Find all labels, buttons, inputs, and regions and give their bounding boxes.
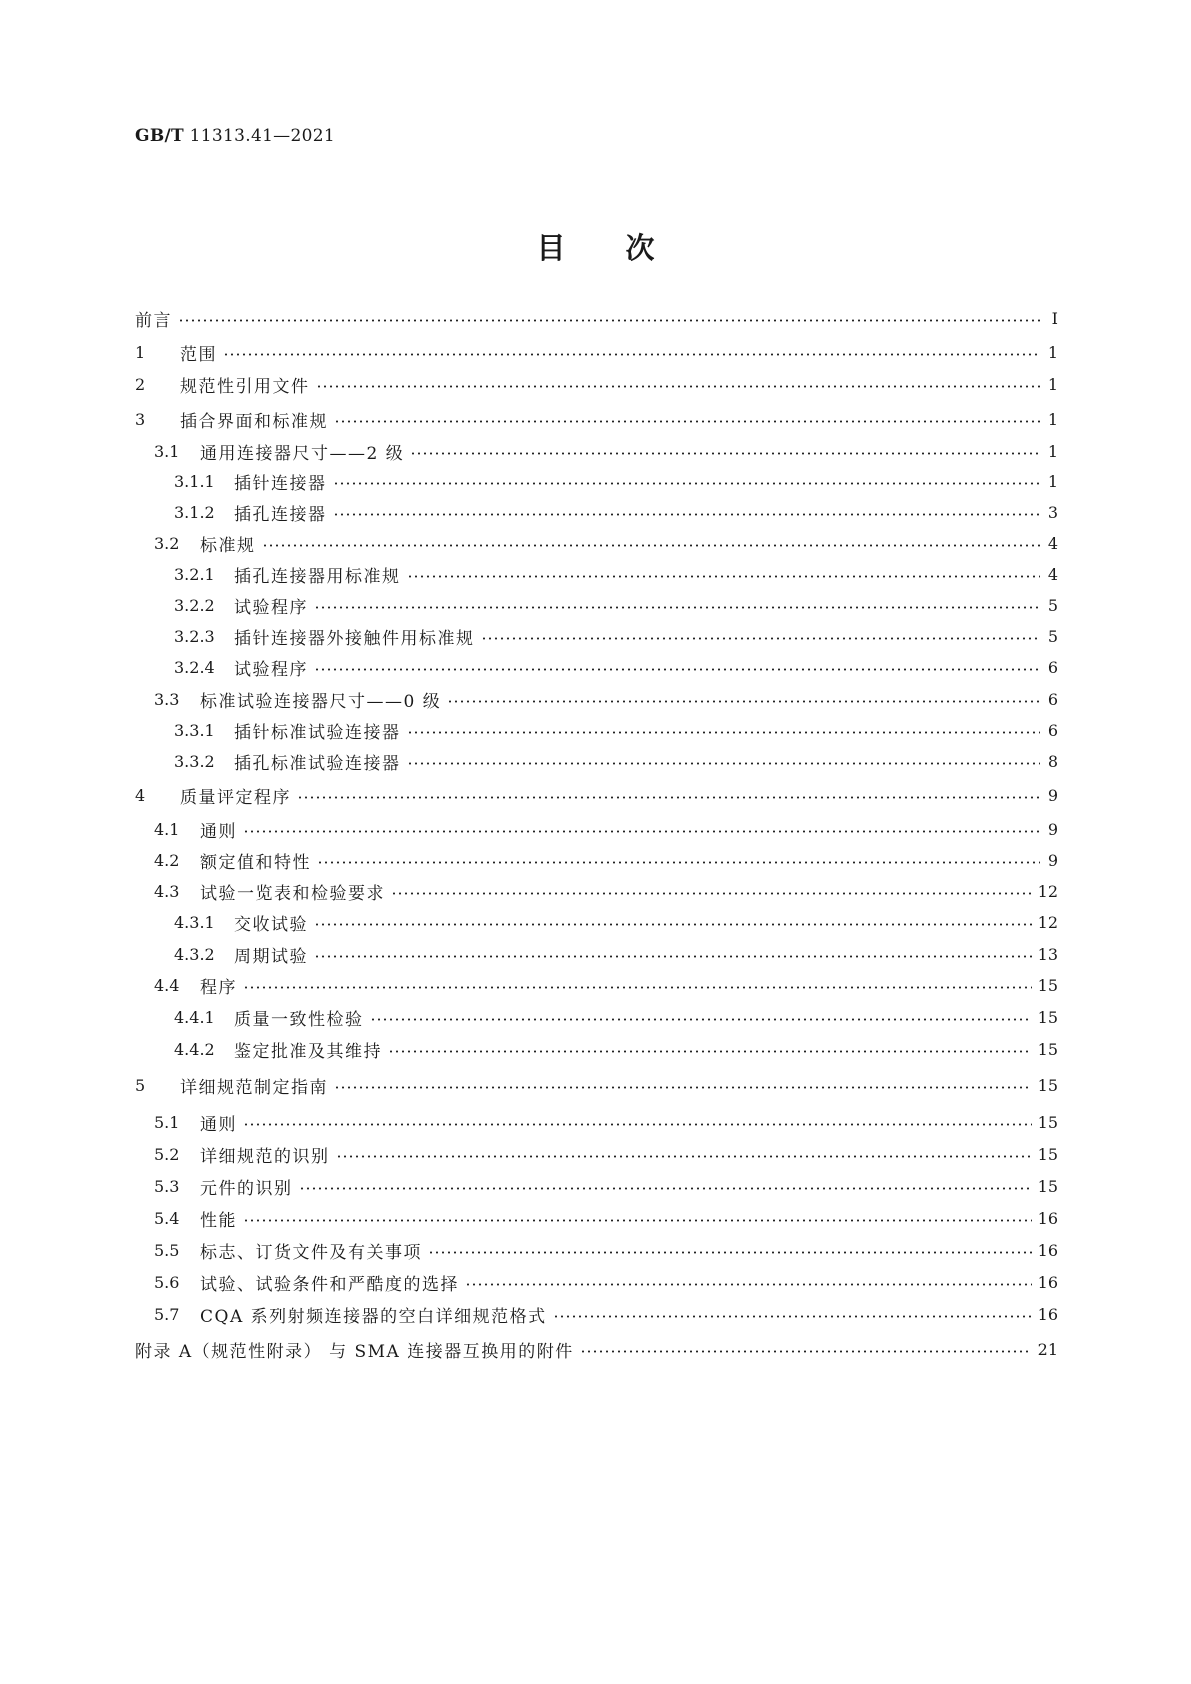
toc-entry-title: 标准规 <box>200 535 256 556</box>
dot-leader <box>334 420 1040 423</box>
toc-entry-page: 15 <box>1037 975 1058 995</box>
dot-leader <box>388 1050 1032 1053</box>
toc-entry[interactable] <box>174 622 1058 650</box>
toc-entry[interactable] <box>135 405 1058 433</box>
toc-entry-title: 通用连接器尺寸——2 级 <box>200 443 405 464</box>
toc-entry-title: 插针连接器 <box>234 473 327 494</box>
toc-entry-page: 9 <box>1047 850 1058 870</box>
toc-entry-number: 1 <box>135 342 146 362</box>
toc-entry-number: 3.2 <box>154 533 180 553</box>
dot-leader <box>553 1315 1032 1318</box>
toc-entry-title: 标准试验连接器尺寸——0 级 <box>200 691 442 712</box>
toc-entry-title: 鉴定批准及其维持 <box>234 1041 382 1062</box>
toc-entry-title: 程序 <box>200 977 237 998</box>
toc-entry-title: 质量评定程序 <box>180 787 291 808</box>
dot-leader <box>407 575 1041 578</box>
toc-entry-title: 试验一览表和检验要求 <box>200 883 385 904</box>
dot-leader <box>334 1086 1032 1089</box>
toc-entry-number: 4.1 <box>154 819 180 839</box>
toc-entry-page: 1 <box>1047 441 1058 461</box>
toc-entry-page: 4 <box>1047 564 1058 584</box>
toc-entry[interactable] <box>154 529 1058 557</box>
toc-entry-title: CQA 系列射频连接器的空白详细规范格式 <box>200 1306 547 1327</box>
toc-entry[interactable] <box>154 846 1058 874</box>
toc-entry[interactable] <box>174 940 1058 968</box>
dot-leader <box>243 1219 1032 1222</box>
dot-leader <box>410 452 1040 455</box>
toc-entry-page: 16 <box>1037 1208 1058 1228</box>
toc-entry-number: 3.1.1 <box>174 471 215 491</box>
toc-entry[interactable] <box>154 971 1058 999</box>
toc-entry-number: 5.5 <box>154 1240 180 1260</box>
toc-entry-page: 15 <box>1037 1039 1058 1059</box>
toc-entry-page: 12 <box>1037 881 1058 901</box>
toc-entry-title: 插孔连接器 <box>234 504 327 525</box>
toc-entry-page: 8 <box>1047 751 1058 771</box>
toc-entry-page: 21 <box>1037 1339 1058 1359</box>
toc-entry[interactable] <box>135 338 1058 366</box>
toc-entry-annex-a[interactable] <box>135 1335 1058 1363</box>
dot-leader <box>447 700 1040 703</box>
toc-entry-page: 15 <box>1037 1144 1058 1164</box>
toc-entry[interactable] <box>154 1108 1058 1136</box>
toc-entry[interactable] <box>135 1071 1058 1099</box>
toc-entry-title: 详细规范制定指南 <box>180 1077 328 1098</box>
dot-leader <box>407 762 1041 765</box>
dot-leader <box>314 606 1040 609</box>
toc-entry-number: 4.4 <box>154 975 180 995</box>
toc-entry-number: 4 <box>135 785 146 805</box>
toc-entry-title: 通则 <box>200 1114 237 1135</box>
dot-leader <box>316 385 1041 388</box>
toc-entry[interactable] <box>154 1300 1058 1328</box>
toc-entry-title: 规范性引用文件 <box>180 376 310 397</box>
toc-entry[interactable] <box>174 747 1058 775</box>
toc-entry[interactable] <box>174 498 1058 526</box>
toc-entry-page: 9 <box>1047 819 1058 839</box>
toc-entry-title: 试验程序 <box>234 597 308 618</box>
toc-entry-number: 5.6 <box>154 1272 180 1292</box>
dot-leader <box>481 637 1041 640</box>
toc-entry-number: 4.2 <box>154 850 180 870</box>
toc-entry-number: 5 <box>135 1075 146 1095</box>
toc-entry[interactable] <box>174 467 1058 495</box>
toc-entry-title: 标志、订货文件及有关事项 <box>200 1242 422 1263</box>
toc-entry-number: 3.3.2 <box>174 751 215 771</box>
dot-leader <box>243 1123 1032 1126</box>
dot-leader <box>314 668 1040 671</box>
toc-entry-number: 3 <box>135 409 146 429</box>
toc-entry-page: 6 <box>1047 657 1058 677</box>
standard-number: 11313.41—2021 <box>189 126 335 146</box>
toc-entry-page: 12 <box>1037 912 1058 932</box>
toc-entry-number: 5.4 <box>154 1208 180 1228</box>
toc-entry-page: 5 <box>1047 595 1058 615</box>
toc-entry-page: 15 <box>1037 1075 1058 1095</box>
toc-entry-title: 插针标准试验连接器 <box>234 722 401 743</box>
toc-entry-page: 16 <box>1037 1240 1058 1260</box>
toc-entry-title: 附录 A（规范性附录） 与 SMA 连接器互换用的附件 <box>135 1341 574 1362</box>
toc-entry-number: 5.2 <box>154 1144 180 1164</box>
toc-entry-title: 前言 <box>135 310 172 331</box>
toc-entry-title: 插孔连接器用标准规 <box>234 566 401 587</box>
toc-entry[interactable] <box>154 815 1058 843</box>
dot-leader <box>465 1283 1032 1286</box>
toc-entry[interactable] <box>154 1204 1058 1232</box>
dot-leader <box>223 353 1040 356</box>
page-title: 目次 <box>536 231 715 265</box>
toc-entry-page: 1 <box>1047 342 1058 362</box>
toc-entry-page: 1 <box>1047 409 1058 429</box>
toc-entry-number: 4.4.1 <box>174 1007 215 1027</box>
toc-entry[interactable] <box>174 716 1058 744</box>
dot-leader <box>314 923 1032 926</box>
toc-entry-title: 插针连接器外接触件用标准规 <box>234 628 475 649</box>
toc-entry-title: 插孔标准试验连接器 <box>234 753 401 774</box>
toc-entry-number: 5.1 <box>154 1112 180 1132</box>
toc-entry-number: 3.2.4 <box>174 657 215 677</box>
dot-leader <box>333 513 1041 516</box>
dot-leader <box>391 892 1032 895</box>
dot-leader <box>317 861 1040 864</box>
toc-entry[interactable] <box>174 591 1058 619</box>
toc-entry-page: 5 <box>1047 626 1058 646</box>
dot-leader <box>336 1155 1032 1158</box>
dot-leader <box>407 731 1041 734</box>
toc-entry-page: 6 <box>1047 689 1058 709</box>
toc-entry-page: 1 <box>1047 471 1058 491</box>
toc-entry[interactable] <box>174 560 1058 588</box>
toc-entry-number: 4.3.2 <box>174 944 215 964</box>
toc-entry-number: 3.2.3 <box>174 626 215 646</box>
toc-entry[interactable] <box>154 1268 1058 1296</box>
toc-entry-number: 4.3.1 <box>174 912 215 932</box>
toc-entry-title: 质量一致性检验 <box>234 1009 364 1030</box>
toc-entry-page: 3 <box>1047 502 1058 522</box>
dot-leader <box>297 796 1040 799</box>
toc-entry-page: 16 <box>1037 1304 1058 1324</box>
toc-entry-page: 15 <box>1037 1176 1058 1196</box>
toc-entry-foreword[interactable] <box>135 304 1058 332</box>
toc-entry-number: 4.4.2 <box>174 1039 215 1059</box>
toc-entry[interactable] <box>154 1172 1058 1200</box>
toc-entry[interactable] <box>174 653 1058 681</box>
toc-entry-title: 通则 <box>200 821 237 842</box>
toc-entry[interactable] <box>154 877 1058 905</box>
toc-entry-number: 3.2.2 <box>174 595 215 615</box>
toc-entry-page: 4 <box>1047 533 1058 553</box>
dot-leader <box>243 986 1032 989</box>
toc-entry[interactable] <box>174 1035 1058 1063</box>
dot-leader <box>314 955 1032 958</box>
toc-entry-number: 3.1.2 <box>174 502 215 522</box>
dot-leader <box>299 1187 1032 1190</box>
toc-entry-title: 额定值和特性 <box>200 852 311 873</box>
toc-entry-number: 3.3 <box>154 689 180 709</box>
dot-leader <box>370 1018 1032 1021</box>
toc-entry[interactable] <box>154 437 1058 465</box>
toc-entry-title: 周期试验 <box>234 946 308 967</box>
toc-entry-page: 13 <box>1037 944 1058 964</box>
toc-entry-title: 元件的识别 <box>200 1178 293 1199</box>
toc-entry-page: 15 <box>1037 1112 1058 1132</box>
toc-entry[interactable] <box>135 781 1058 809</box>
toc-entry-title: 交收试验 <box>234 914 308 935</box>
toc-entry-number: 3.3.1 <box>174 720 215 740</box>
toc-entry-number: 5.7 <box>154 1304 180 1324</box>
toc-entry-title: 性能 <box>200 1210 237 1231</box>
toc-entry[interactable] <box>135 370 1058 398</box>
toc-entry-title: 插合界面和标准规 <box>180 411 328 432</box>
dot-leader <box>580 1350 1032 1353</box>
toc-entry-number: 5.3 <box>154 1176 180 1196</box>
toc-entry[interactable] <box>154 1140 1058 1168</box>
standard-prefix: GB/T <box>135 126 184 146</box>
dot-leader <box>178 319 1040 322</box>
toc-entry-page: 6 <box>1047 720 1058 740</box>
toc-entry-page: 15 <box>1037 1007 1058 1027</box>
dot-leader <box>428 1251 1032 1254</box>
toc-entry[interactable] <box>174 908 1058 936</box>
dot-leader <box>333 482 1041 485</box>
toc-entry-number: 2 <box>135 374 146 394</box>
toc-entry-page: 9 <box>1047 785 1058 805</box>
toc-entry[interactable] <box>154 1236 1058 1264</box>
toc-entry[interactable] <box>174 1003 1058 1031</box>
toc-entry-page: 1 <box>1047 374 1058 394</box>
toc-entry-title: 试验、试验条件和严酷度的选择 <box>200 1274 459 1295</box>
toc-entry-title: 试验程序 <box>234 659 308 680</box>
toc-entry-title: 详细规范的识别 <box>200 1146 330 1167</box>
toc-entry-number: 3.2.1 <box>174 564 215 584</box>
dot-leader <box>243 830 1040 833</box>
toc-entry-title: 范围 <box>180 344 217 365</box>
toc-entry-number: 3.1 <box>154 441 180 461</box>
toc-entry-page: 16 <box>1037 1272 1058 1292</box>
toc-entry-number: 4.3 <box>154 881 180 901</box>
toc-entry-page: Ⅰ <box>1051 308 1058 328</box>
toc-entry[interactable] <box>154 685 1058 713</box>
dot-leader <box>262 544 1041 547</box>
